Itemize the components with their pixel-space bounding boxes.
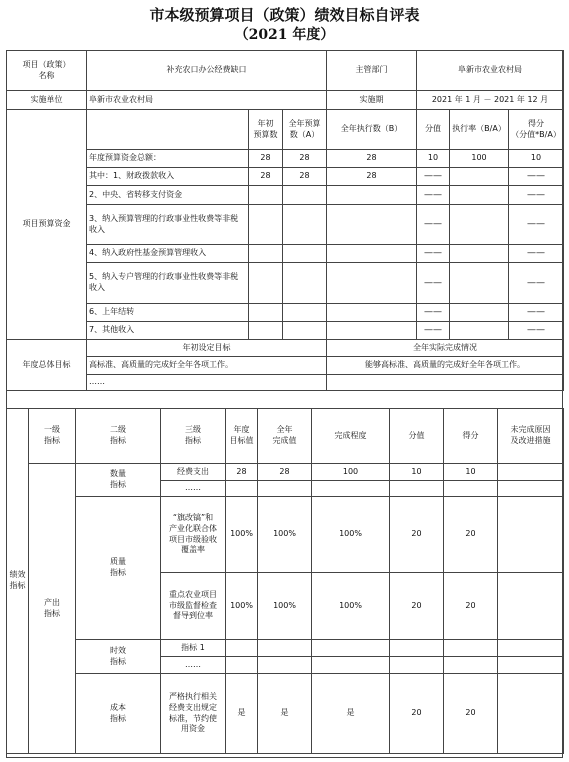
weight-cell (390, 640, 444, 657)
degree-cell (312, 481, 390, 497)
budget-row-label: 6、上年结转 (87, 304, 249, 322)
budget-rate-cell: 100 (450, 150, 509, 168)
budget-header-full-year: 全年预算 数（A） (283, 110, 327, 150)
budget-full-year-cell (283, 205, 327, 245)
period-label: 实施期 (327, 91, 417, 110)
budget-full-year-cell (283, 322, 327, 340)
budget-info-table (6, 50, 564, 391)
budget-full-year-cell (283, 186, 327, 205)
degree-cell: 100% (312, 497, 390, 573)
actual-cell (258, 640, 312, 657)
performance-section-label: 绩效 指标 (7, 409, 29, 754)
target-cell: 28 (226, 464, 258, 481)
budget-initial-cell (249, 245, 283, 263)
level1-output-label: 产出 指标 (29, 464, 76, 754)
score-cell (444, 481, 498, 497)
budget-header-initial: 年初 预算数 (249, 110, 283, 150)
level2-quality-label: 质量 指标 (76, 497, 161, 640)
score-cell (444, 657, 498, 674)
budget-header-executed: 全年执行数（B） (327, 110, 417, 150)
budget-row-label: 年度预算资金总额： (87, 150, 249, 168)
budget-full-year-cell (283, 245, 327, 263)
budget-row-label: 5、纳入专户管理的行政事业性收费等非税收入 (87, 263, 249, 304)
score-cell (444, 640, 498, 657)
budget-weight-cell: —— (417, 322, 450, 340)
goals-initial-header: 年初设定目标 (87, 340, 327, 357)
score-cell: 20 (444, 573, 498, 640)
budget-initial-cell (249, 304, 283, 322)
budget-rate-cell (450, 168, 509, 186)
budget-score-cell: —— (509, 304, 564, 322)
performance-table (6, 408, 564, 754)
reason-cell (498, 640, 564, 657)
budget-header-blank (87, 110, 249, 150)
target-cell (226, 481, 258, 497)
header-level2: 二级 指标 (76, 409, 161, 464)
header-degree: 完成程度 (312, 409, 390, 464)
dept-label: 主管部门 (327, 51, 417, 91)
level3-name: …… (161, 481, 226, 497)
budget-executed-cell (327, 205, 417, 245)
budget-executed-cell (327, 322, 417, 340)
weight-cell (390, 657, 444, 674)
level2-quantity-label: 数量 指标 (76, 464, 161, 497)
target-cell: 100% (226, 497, 258, 573)
budget-full-year-cell (283, 304, 327, 322)
degree-cell: 100% (312, 573, 390, 640)
score-cell: 20 (444, 674, 498, 754)
degree-cell: 100 (312, 464, 390, 481)
budget-rate-cell (450, 263, 509, 304)
reason-cell (498, 481, 564, 497)
header-score: 得分 (444, 409, 498, 464)
score-cell: 20 (444, 497, 498, 573)
header-level1: 一级 指标 (29, 409, 76, 464)
budget-executed-cell: 28 (327, 168, 417, 186)
level3-name: “旗改镐”和 产业化联合体 项目市级验收 覆盖率 (161, 497, 226, 573)
actual-cell (258, 481, 312, 497)
budget-initial-cell: 28 (249, 168, 283, 186)
budget-full-year-cell: 28 (283, 168, 327, 186)
target-cell (226, 657, 258, 674)
budget-executed-cell (327, 263, 417, 304)
goals-actual-text: 能够高标准、高质量的完成好全年各项工作。 (327, 357, 564, 375)
budget-weight-cell: —— (417, 186, 450, 205)
budget-header-score: 得分 （分值*B/A） (509, 110, 564, 150)
weight-cell: 20 (390, 497, 444, 573)
budget-initial-cell (249, 263, 283, 304)
project-name-label: 项目（政策） 名称 (7, 51, 87, 91)
level2-timeliness-label: 时效 指标 (76, 640, 161, 674)
goals-actual-extra (327, 375, 564, 391)
period-value: 2021 年 1 月 － 2021 年 12 月 (417, 91, 564, 110)
budget-executed-cell: 28 (327, 150, 417, 168)
budget-section-label: 项目预算资金 (7, 110, 87, 340)
weight-cell (390, 481, 444, 497)
level3-name: 指标 1 (161, 640, 226, 657)
budget-rate-cell (450, 186, 509, 205)
budget-score-cell: —— (509, 263, 564, 304)
level3-name: 经费支出 (161, 464, 226, 481)
target-cell (226, 640, 258, 657)
budget-weight-cell: —— (417, 304, 450, 322)
reason-cell (498, 573, 564, 640)
budget-weight-cell: —— (417, 168, 450, 186)
budget-row-label: 2、中央、省转移支付资金 (87, 186, 249, 205)
degree-cell (312, 657, 390, 674)
degree-cell (312, 640, 390, 657)
budget-row-label: 其中：1、财政拨款收入 (87, 168, 249, 186)
goals-section-label: 年度总体目标 (7, 340, 87, 391)
budget-rate-cell (450, 205, 509, 245)
report-title: 市本级预算项目（政策）绩效目标自评表 (149, 6, 420, 24)
actual-cell (258, 657, 312, 674)
header-level3: 三级 指标 (161, 409, 226, 464)
actual-cell: 100% (258, 497, 312, 573)
unit-label: 实施单位 (7, 91, 87, 110)
reason-cell (498, 464, 564, 481)
budget-rate-cell (450, 245, 509, 263)
budget-score-cell: —— (509, 168, 564, 186)
report-subtitle: （2021 年度） (234, 27, 335, 43)
actual-cell: 28 (258, 464, 312, 481)
degree-cell: 是 (312, 674, 390, 754)
budget-executed-cell (327, 245, 417, 263)
budget-executed-cell (327, 304, 417, 322)
budget-weight-cell: —— (417, 205, 450, 245)
reason-cell (498, 674, 564, 754)
budget-row-label: 7、其他收入 (87, 322, 249, 340)
reason-cell (498, 657, 564, 674)
header-weight: 分值 (390, 409, 444, 464)
weight-cell: 20 (390, 674, 444, 754)
budget-row-label: 4、纳入政府性基金预算管理收入 (87, 245, 249, 263)
budget-weight-cell: —— (417, 245, 450, 263)
budget-rate-cell (450, 304, 509, 322)
budget-full-year-cell (283, 263, 327, 304)
actual-cell: 100% (258, 573, 312, 640)
unit-value: 阜新市农业农村局 (87, 91, 327, 110)
dept-value: 阜新市农业农村局 (417, 51, 564, 91)
budget-score-cell: —— (509, 186, 564, 205)
budget-weight-cell: —— (417, 263, 450, 304)
level3-name: 严格执行相关 经费支出规定 标准，节约使 用资金 (161, 674, 226, 754)
level3-name: 重点农业项目 市级监督检查 督导到位率 (161, 573, 226, 640)
budget-score-cell: —— (509, 245, 564, 263)
goals-initial-text: 高标准、高质量的完成好全年各项工作。 (87, 357, 327, 375)
reason-cell (498, 497, 564, 573)
header-actual: 全年 完成值 (258, 409, 312, 464)
header-target: 年度 目标值 (226, 409, 258, 464)
weight-cell: 10 (390, 464, 444, 481)
budget-rate-cell (450, 322, 509, 340)
header-reason: 未完成原因 及改进措施 (498, 409, 564, 464)
weight-cell: 20 (390, 573, 444, 640)
score-cell: 10 (444, 464, 498, 481)
target-cell: 是 (226, 674, 258, 754)
budget-initial-cell: 28 (249, 150, 283, 168)
level2-cost-label: 成本 指标 (76, 674, 161, 754)
budget-row-label: 3、纳入预算管理的行政事业性收费等非税收入 (87, 205, 249, 245)
budget-initial-cell (249, 205, 283, 245)
budget-score-cell: 10 (509, 150, 564, 168)
budget-header-rate: 执行率（B/A） (450, 110, 509, 150)
budget-executed-cell (327, 186, 417, 205)
budget-initial-cell (249, 186, 283, 205)
target-cell: 100% (226, 573, 258, 640)
goals-initial-extra: …… (87, 375, 327, 391)
level3-name: …… (161, 657, 226, 674)
project-name-value: 补充农口办公经费缺口 (87, 51, 327, 91)
budget-header-score-weight: 分值 (417, 110, 450, 150)
budget-full-year-cell: 28 (283, 150, 327, 168)
budget-score-cell: —— (509, 205, 564, 245)
budget-score-cell: —— (509, 322, 564, 340)
budget-weight-cell: 10 (417, 150, 450, 168)
budget-initial-cell (249, 322, 283, 340)
actual-cell: 是 (258, 674, 312, 754)
goals-actual-header: 全年实际完成情况 (327, 340, 564, 357)
